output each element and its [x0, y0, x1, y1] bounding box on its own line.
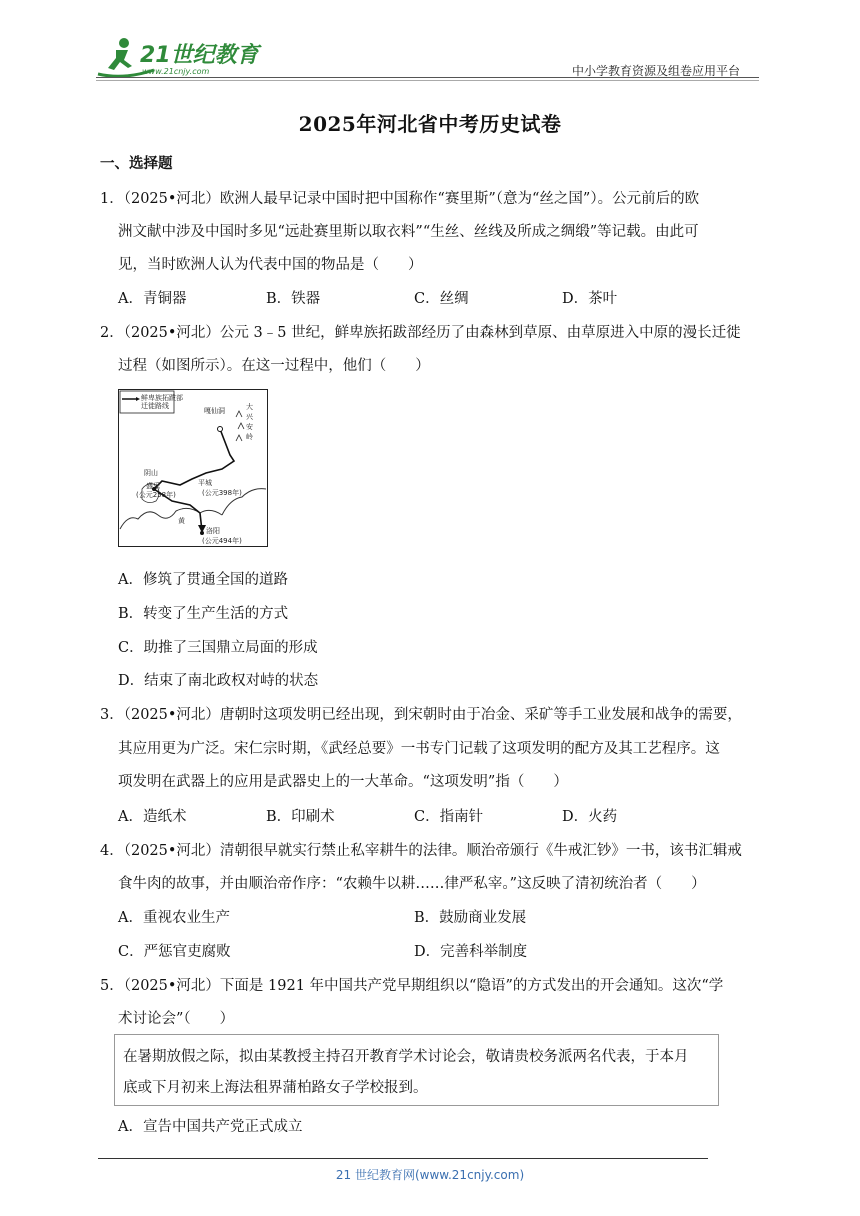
legend-label: 鲜卑族拓跋部	[141, 394, 183, 402]
footer-divider	[98, 1158, 708, 1159]
quote-line: 在暑期放假之际，拟由某教授主持召开教育学术讨论会，敬请贵校务派两名代表，于本月	[123, 1049, 689, 1065]
q4-option-b[interactable]: B．鼓励商业发展	[414, 910, 527, 926]
map-label: 阴山	[144, 469, 158, 477]
migration-map	[118, 389, 268, 547]
q4-line: 4．（2025•河北）清朝很早就实行禁止私宰耕牛的法律。顺治帝颁行《牛戒汇钞》一书，该书汇辑戒	[100, 843, 742, 859]
legend-label: 迁徙路线	[141, 402, 169, 410]
map-label: 洛阳	[206, 527, 220, 535]
q1-option-c[interactable]: C．丝绸	[414, 291, 469, 307]
map-label: 安	[246, 423, 253, 431]
map-label: (公元494年)	[202, 537, 242, 545]
q3-line: 项发明在武器上的应用是武器史上的一大革命。“这项发明”指（ ）	[118, 774, 568, 790]
map-label: 兴	[246, 413, 253, 421]
quote-line: 底或下月初来上海法租界蒲柏路女子学校报到。	[123, 1080, 428, 1096]
map-label: 黄	[178, 517, 185, 525]
header-divider	[96, 77, 759, 78]
q3-option-a[interactable]: A．造纸术	[118, 809, 187, 825]
q1-line: 洲文献中涉及中国时多见“远赴赛里斯以取衣料”“生丝、丝线及所成之绸缎”等记载。由此可	[118, 224, 699, 240]
q4-option-a[interactable]: A．重视农业生产	[118, 910, 230, 926]
q2-line: 过程（如图所示）。在这一过程中，他们（ ）	[118, 358, 430, 374]
map-label: 平城	[198, 479, 212, 487]
q1-option-d[interactable]: D．茶叶	[562, 291, 618, 307]
runner-logo-icon	[94, 36, 264, 80]
header-platform-text: 中小学教育资源及组卷应用平台	[572, 64, 741, 78]
page-title: 2025年河北省中考历史试卷	[298, 112, 562, 136]
q2-option-d[interactable]: D．结束了南北政权对峙的状态	[118, 673, 319, 689]
q5-line: 5．（2025•河北）下面是 1921 年中国共产党早期组织以“隐语”的方式发出的开会通知。这次“学	[100, 978, 724, 994]
map-label: (公元258年)	[136, 491, 176, 499]
map-label: 盛乐	[146, 482, 160, 490]
q3-line: 其应用更为广泛。宋仁宗时期，《武经总要》一书专门记载了这项发明的配方及其工艺程序。这	[118, 741, 720, 757]
header-divider-thin	[96, 80, 759, 81]
q3-option-b[interactable]: B．印刷术	[266, 809, 335, 825]
q1-line: 1．（2025•河北）欧洲人最早记录中国时把中国称作“赛里斯”（意为“丝之国”）。公元前后的欧	[100, 191, 700, 207]
q1-option-a[interactable]: A．青铜器	[118, 291, 187, 307]
q4-option-d[interactable]: D．完善科举制度	[414, 944, 528, 960]
q5-line: 术讨论会”（ ）	[118, 1011, 235, 1027]
notice-quote-box	[114, 1034, 719, 1106]
q2-option-a[interactable]: A．修筑了贯通全国的道路	[118, 572, 288, 588]
q5-option-a[interactable]: A．宣告中国共产党正式成立	[118, 1119, 303, 1135]
site-logo[interactable]	[94, 36, 264, 80]
q4-option-c[interactable]: C．严惩官吏腐败	[118, 944, 231, 960]
q2-option-b[interactable]: B．转变了生产生活的方式	[118, 606, 289, 622]
section-heading: 一、选择题	[100, 155, 173, 172]
map-label: (公元398年)	[202, 489, 242, 497]
q3-option-d[interactable]: D．火药	[562, 809, 618, 825]
map-label: 岭	[246, 433, 253, 441]
q4-line: 食牛肉的故事，并由顺治帝作序：“农赖牛以耕……律严私宰。”这反映了清初统治者（ ）	[118, 876, 706, 892]
logo-url: www.21cnjy.com	[142, 67, 210, 76]
footer-link[interactable]: 21 世纪教育网(www.21cnjy.com)	[335, 1168, 525, 1182]
map-label: 嘎仙洞	[204, 407, 225, 415]
q3-line: 3．（2025•河北）唐朝时这项发明已经出现，到宋朝时由于冶金、采矿等手工业发展和战争的需要，	[100, 707, 742, 723]
q2-option-c[interactable]: C．助推了三国鼎立局面的形成	[118, 640, 318, 656]
logo-text: 21世纪教育	[140, 43, 259, 68]
map-label: 大	[246, 403, 253, 411]
q1-line: 见，当时欧洲人认为代表中国的物品是（ ）	[118, 257, 423, 273]
q1-option-b[interactable]: B．铁器	[266, 291, 321, 307]
q3-option-c[interactable]: C．指南针	[414, 809, 484, 825]
q2-line: 2．（2025•河北）公元 3﹣5 世纪，鲜卑族拓跋部经历了由森林到草原、由草原进入中原的漫长迁徙	[100, 325, 741, 341]
